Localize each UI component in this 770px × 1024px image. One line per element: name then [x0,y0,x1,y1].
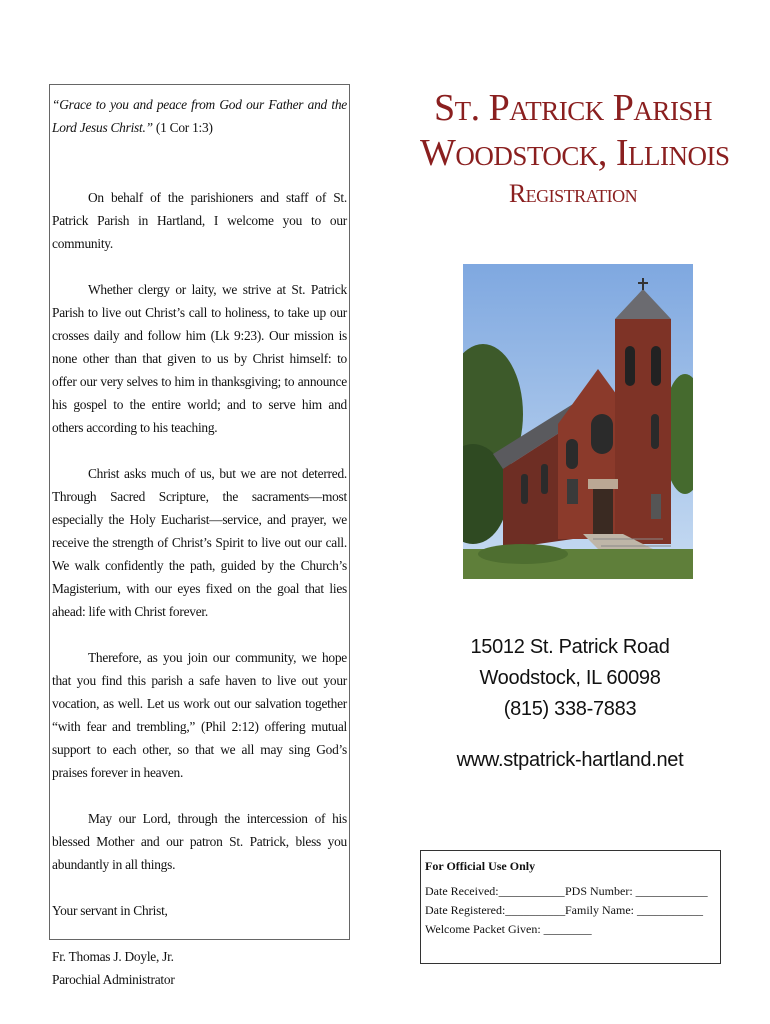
letter-paragraph-5: May our Lord, through the intercession of his blessed Mother and our patron St. Patrick, bless you abundantly in all things. [52,811,347,872]
letter-paragraph-1: On behalf of the parishioners and staff of St. Patrick Parish in Hartland, I welcome you to our community. [52,190,347,251]
letter-paragraph-3: Christ asks much of us, but we are not deterred. Through Sacred Scripture, the sacraments—most especially the Holy Eucharist—service, and prayer, we receive the strength of Christ’s Spirit to live out our call. We walk confidently the path, guided by the Church’s Magisterium, with our eyes fixed on the goal that lies ahead: life with Christ forever. [52,466,347,619]
date-received-field: Date Received:___________ [425,884,565,898]
family-name-field: Family Name: ___________ [565,903,703,917]
welcome-packet-field: Welcome Packet Given: ________ [425,922,592,936]
quote-text: “Grace to you and peace from God our Father and the Lord Jesus Christ.” [52,97,347,135]
official-use-box [420,850,721,964]
quote-reference: (1 Cor 1:3) [152,120,213,135]
parish-location: Woodstock, Illinois [420,132,730,174]
phone-number: (815) 338-7883 [503,698,637,720]
pds-number-field: PDS Number: ____________ [565,884,708,898]
signer-name: Fr. Thomas J. Doyle, Jr. [52,949,174,964]
letter-paragraph-2: Whether clergy or laity, we strive at St. Patrick Parish to live out Christ’s call to holiness, to take up our crosses daily and follow him (Lk 9:23). Our mission is none other than that given to us by Christ himself: to offer our very selves to him in thanksgiving; to announce his gospel to the entire world; and to serve him and others according to his teaching. [52,282,347,435]
city-state-zip: Woodstock, IL 60098 [479,667,661,689]
letter-closing: Your servant in Christ, [52,903,168,918]
letter-paragraph-4: Therefore, as you join our community, we hope that you find this parish a safe haven to live out your vocation, as well. Let us work out our salvation together “with fear and trembling,” (Phil 2:12) offering mutual support to each other, so that we all may sing God’s praises forever in heaven. [52,650,347,780]
church-photo [463,264,693,579]
signer-title: Parochial Administrator [52,972,175,987]
parish-address [420,632,720,725]
welcome-letter [49,84,350,987]
website-link[interactable]: www.stpatrick-hartland.net [456,749,684,771]
brochure-title [420,86,730,212]
street-address: 15012 St. Patrick Road [470,636,670,658]
parish-name: St. Patrick Parish [434,87,712,129]
registration-heading: Registration [508,179,638,208]
date-registered-field: Date Registered:__________ [425,903,566,917]
official-use-heading: For Official Use Only [425,859,536,873]
opening-quote [52,93,347,139]
